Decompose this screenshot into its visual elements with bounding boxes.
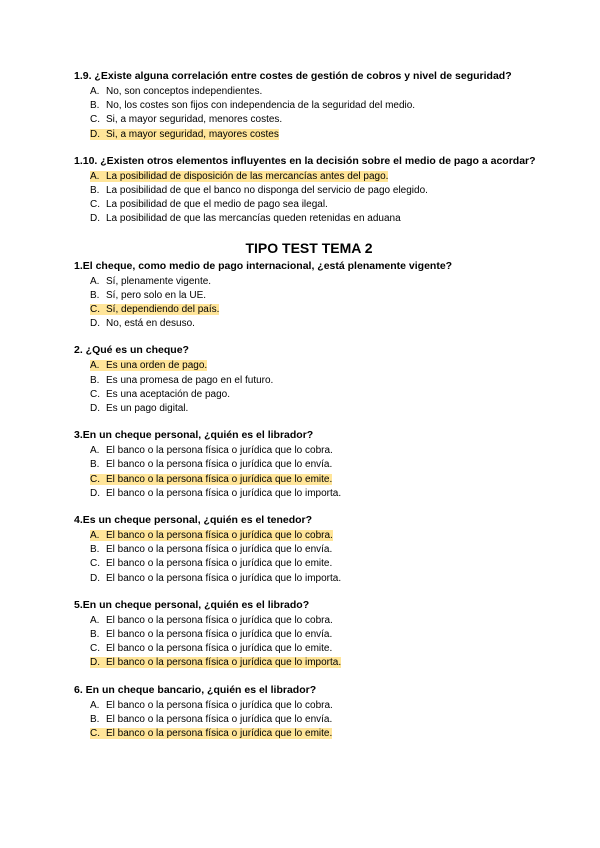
question-2-5	[74, 599, 544, 671]
question-2-2	[74, 344, 544, 416]
question-title: 1.9. ¿Existe alguna correlación entre costes de gestión de cobros y nivel de seguridad?	[74, 70, 512, 82]
option-a-highlighted: A. Es una orden de pago.	[90, 360, 208, 372]
section-title: TIPO TEST TEMA 2	[245, 239, 373, 256]
option-b: B. La posibilidad de que el banco no disponga del servicio de pago elegido.	[90, 185, 428, 197]
question-title: 2. ¿Qué es un cheque?	[74, 344, 189, 357]
option-c-highlighted: C. El banco o la persona física o jurídica que lo emite.	[90, 473, 333, 485]
option-d-highlighted: D. El banco o la persona física o jurídica que lo importa.	[90, 657, 342, 669]
option-d: D. Es un pago digital.	[90, 403, 189, 415]
question-title: 4.Es un cheque personal, ¿quién es el tenedor?	[74, 514, 313, 527]
question-title: 5.En un cheque personal, ¿quién es el librado?	[74, 598, 310, 611]
option-a-highlighted: A. El banco o la persona física o jurídica que lo cobra.	[90, 530, 333, 542]
document-page	[74, 70, 544, 754]
option-d: D. La posibilidad de que las mercancías queden retenidas en aduana	[90, 213, 401, 225]
option-b: B. El banco o la persona física o jurídica que lo envía.	[90, 544, 333, 556]
question-2-6	[74, 684, 544, 742]
question-1-9	[74, 70, 544, 142]
option-b: B. No, los costes son fijos con independencia de la seguridad del medio.	[90, 100, 416, 112]
question-title: 1.El cheque, como medio de pago internacional, ¿está plenamente vigente?	[74, 259, 453, 272]
question-2-3	[74, 429, 544, 501]
option-b: B. Sí, pero solo en la UE.	[90, 289, 207, 301]
option-c: C. El banco o la persona física o jurídica que lo emite.	[90, 643, 333, 655]
option-b: B. El banco o la persona física o jurídica que lo envía.	[90, 713, 333, 725]
question-1-10	[74, 155, 544, 227]
option-b: B. El banco o la persona física o jurídica que lo envía.	[90, 459, 333, 471]
option-d-highlighted: D. Si, a mayor seguridad, mayores costes	[90, 128, 279, 140]
option-b: B. Es una promesa de pago en el futuro.	[90, 374, 274, 386]
option-b: B. El banco o la persona física o jurídica que lo envía.	[90, 629, 333, 641]
question-title: 3.En un cheque personal, ¿quién es el librador?	[74, 429, 314, 442]
option-a: A. El banco o la persona física o jurídica que lo cobra.	[90, 445, 333, 457]
option-c: C. Si, a mayor seguridad, menores costes.	[90, 114, 283, 126]
question-title: 1.10. ¿Existen otros elementos influyentes en la decisión sobre el medio de pago a acordar?	[74, 154, 536, 167]
question-2-1	[74, 260, 544, 332]
option-a: A. Sí, plenamente vigente.	[90, 275, 212, 287]
question-2-4	[74, 514, 544, 586]
option-c: C. La posibilidad de que el medio de pago sea ilegal.	[90, 199, 328, 211]
option-d: D. El banco o la persona física o jurídica que lo importa.	[90, 572, 342, 584]
option-d: D. El banco o la persona física o jurídica que lo importa.	[90, 487, 342, 499]
option-a: A. No, son conceptos independientes.	[90, 86, 263, 97]
option-c: C. Es una aceptación de pago.	[90, 388, 230, 400]
option-c: C. El banco o la persona física o jurídica que lo emite.	[90, 558, 333, 570]
option-c-highlighted: C. Sí, dependiendo del país.	[90, 304, 220, 316]
option-a: A. El banco o la persona física o jurídica que lo cobra.	[90, 699, 333, 711]
question-title: 6. En un cheque bancario, ¿quién es el librador?	[74, 683, 317, 696]
option-d: D. No, está en desuso.	[90, 318, 195, 330]
option-a: A. El banco o la persona física o jurídica que lo cobra.	[90, 614, 333, 626]
option-c-highlighted: C. El banco o la persona física o jurídica que lo emite.	[90, 728, 333, 740]
option-a-highlighted: A. La posibilidad de disposición de las mercancías antes del pago.	[90, 170, 389, 182]
